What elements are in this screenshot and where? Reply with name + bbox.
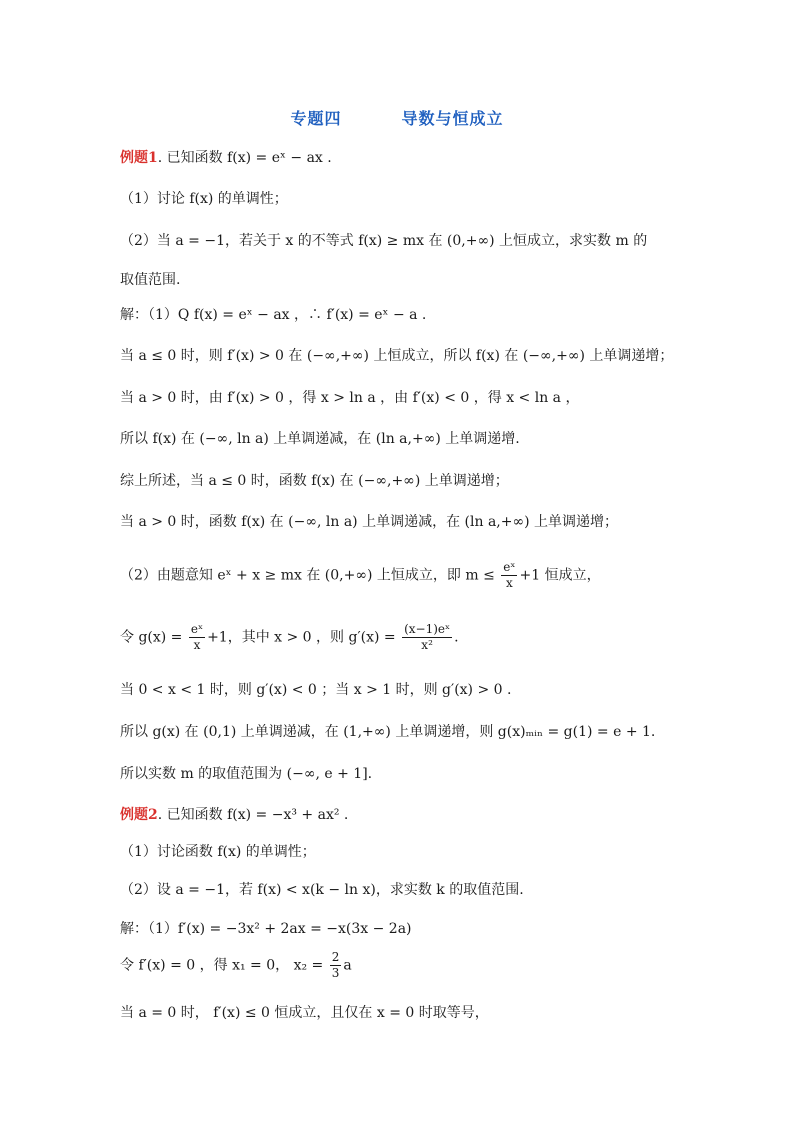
solution1-line: 当 a > 0 时，函数 f(x) 在 (−∞, ln a) 上单调递减，在 (ln a,+∞) 上单调递增； (120, 514, 619, 530)
solution1-part2-line: 令 g(x) = $\frac{\text{eˣ}}{x}$ +1，其中 x > 0 ，则 g′(x) = $\frac{\text{(x−1)eˣ}}{\text{x²}}$ . (120, 622, 459, 652)
fraction: $\frac{\text{eˣ}}{x}$ (190, 622, 204, 652)
solution1-line: 综上所述，当 a ≤ 0 时，函数 f(x) 在 (−∞,+∞) 上单调递增； (120, 473, 509, 489)
solution1-part2-line: 所以实数 m 的取值范围为 (−∞, e + 1]. (120, 766, 373, 782)
fraction: $\frac{\text{(x−1)eˣ}}{\text{x²}}$ (404, 622, 451, 652)
example2-part2: （2）设 a = −1，若 f(x) < x(k − ln x)，求实数 k 的取值范围. (120, 882, 524, 898)
solution2-line: 令 f′(x) = 0 ，得 x₁ = 0， x₂ = $\frac{2}{3}$ a (120, 950, 352, 980)
example1-part1: （1）讨论 f(x) 的单调性； (120, 191, 288, 207)
solution1-part2-line: 当 0 < x < 1 时，则 g′(x) < 0 ；当 x > 1 时，则 g′(x) > 0 . (120, 682, 512, 698)
title-subject: 导数与恒成立 (401, 109, 504, 128)
example1-label: 例题1 (120, 150, 158, 166)
solution1-line: 解：（1）Q f(x) = eˣ − ax ，∴ f′(x) = eˣ − a . (120, 307, 427, 323)
page-title (0, 106, 794, 129)
example2-label: 例题2 (120, 807, 158, 823)
solution1-line: 当 a > 0 时，由 f′(x) > 0 ，得 x > ln a ，由 f′(x) < 0 ，得 x < ln a ， (120, 390, 580, 406)
solution2-line: 解：（1）f′(x) = −3x² + 2ax = −x(3x − 2a) (120, 921, 412, 937)
solution1-line: 所以 f(x) 在 (−∞, ln a) 上单调递减，在 (ln a,+∞) 上单调递增. (120, 431, 520, 447)
fraction: $\frac{2}{3}$ (331, 950, 340, 980)
example2-part1: （1）讨论函数 f(x) 的单调性； (120, 844, 316, 860)
solution1-part2-line: （2）由题意知 eˣ + x ≥ mx 在 (0,+∞) 上恒成立，即 m ≤ $\frac{\text{eˣ}}{x}$ +1 恒成立， (120, 560, 601, 590)
title-topic: 专题四 (290, 109, 342, 128)
solution1-part2-line: 所以 g(x) 在 (0,1) 上单调递减，在 (1,+∞) 上单调递增，则 g(x)ₘᵢₙ = g(1) = e + 1. (120, 724, 656, 740)
example2-statement: 例题2. 已知函数 f(x) = −x³ + ax² . (120, 807, 349, 823)
example1-statement: 例题1. 已知函数 f(x) = eˣ − ax . (120, 150, 332, 166)
solution2-line: 当 a = 0 时， f′(x) ≤ 0 恒成立，且仅在 x = 0 时取等号， (120, 1005, 489, 1021)
fraction: $\frac{\text{eˣ}}{x}$ (503, 560, 516, 590)
example1-part2-cont: 取值范围. (120, 272, 181, 288)
example1-part2: （2）当 a = −1，若关于 x 的不等式 f(x) ≥ mx 在 (0,+∞) 上恒成立，求实数 m 的 (120, 233, 648, 249)
solution1-line: 当 a ≤ 0 时，则 f′(x) > 0 在 (−∞,+∞) 上恒成立，所以 f(x) 在 (−∞,+∞) 上单调递增； (120, 348, 674, 364)
